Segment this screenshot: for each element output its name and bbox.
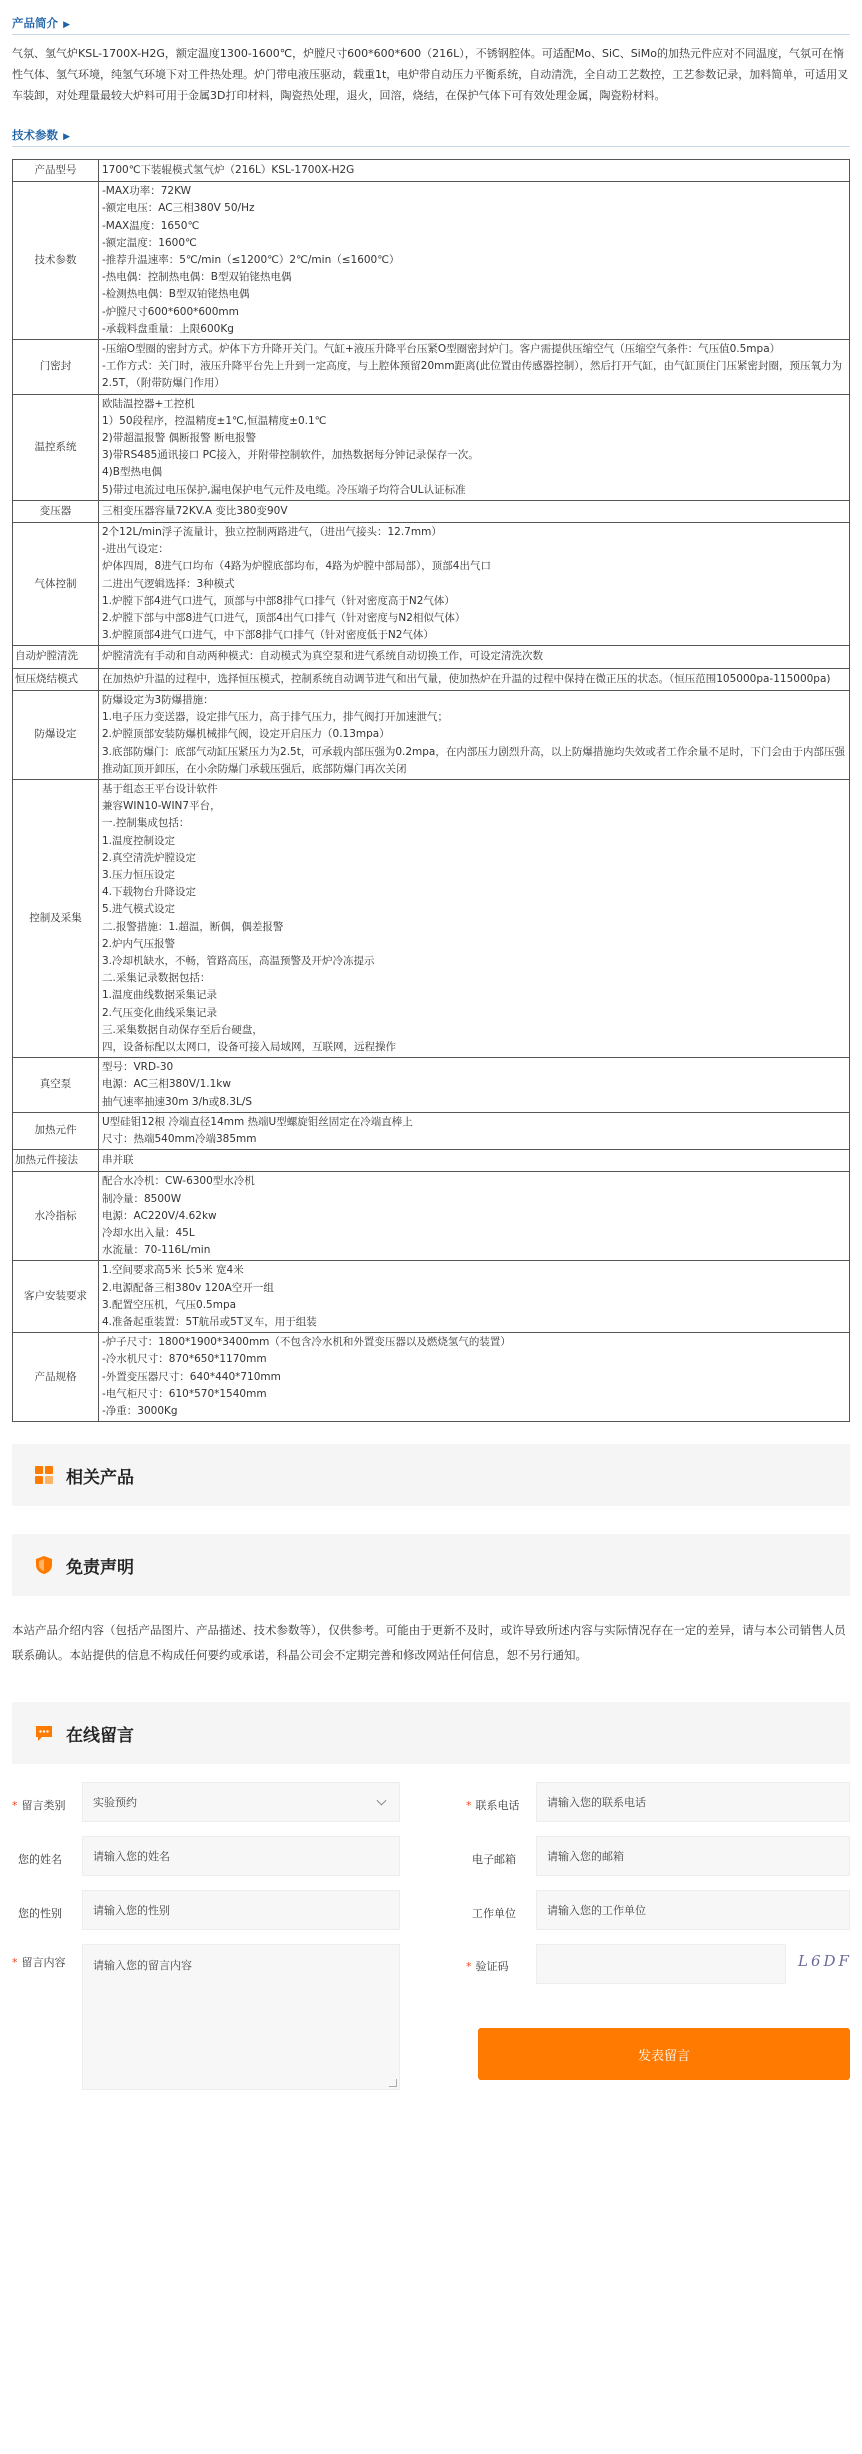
spec-value-line: 型号：VRD-30 bbox=[102, 1061, 174, 1074]
spec-value-line: 冷却水出入量：45L bbox=[102, 1226, 195, 1239]
spec-value-line: 2)带超温报警 偶断报警 断电报警 bbox=[102, 432, 256, 445]
spec-value-line: 4.准备起重装置：5T航吊或5T叉车，用于组装 bbox=[102, 1316, 317, 1328]
spec-value-line: 四，设备标配以太网口，设备可接入局域网，互联网，远程操作 bbox=[102, 1040, 396, 1053]
spec-value-line: 1.炉膛下部4进气口进气，顶部与中部8排气口排气（针对密度高于N2气体） bbox=[102, 594, 455, 607]
spec-value-line: 串并联 bbox=[102, 1154, 134, 1167]
spec-value-line: 2.电源配备三相380v 120A空开一组 bbox=[102, 1281, 274, 1294]
captcha-input[interactable] bbox=[536, 1944, 786, 1984]
phone-label: * 联系电话 bbox=[466, 1799, 520, 1813]
spec-value-line: 1700℃下装辊模式氢气炉（216L）KSL-1700X-H2G bbox=[102, 164, 355, 176]
disclaimer-title: 免责声明 bbox=[66, 1557, 134, 1578]
spec-value-line: U型硅钼12根 冷端直径14mm 热端U型螺旋钼丝固定在冷端直棒上 bbox=[102, 1115, 413, 1128]
spec-row bbox=[13, 1058, 850, 1113]
phone-input[interactable]: 请输入您的联系电话 bbox=[536, 1782, 850, 1822]
spec-key: 产品型号 bbox=[13, 160, 99, 182]
spec-row bbox=[13, 182, 850, 340]
spec-row bbox=[13, 394, 850, 500]
spec-value-line: 3.配置空压机，气压0.5mpa bbox=[102, 1298, 237, 1311]
spec-section bbox=[0, 124, 862, 1422]
gender-label: 您的性别 bbox=[18, 1907, 62, 1921]
spec-value-line: -冷水机尺寸：870*650*1170mm bbox=[102, 1353, 267, 1366]
spec-value-line: 2个12L/min浮子流量计，独立控制两路进气，（进出气接头：12.7mm） bbox=[102, 526, 442, 539]
spec-value-line: 3.炉膛顶部4进气口进气，中下部8排气口排气（针对密度低于N2气体） bbox=[102, 629, 434, 642]
spec-value bbox=[99, 340, 850, 395]
spec-value-line: 3.底部防爆门：底部气动缸压紧压力为2.5t，可承载内部压强为0.2mpa，在内部压力剧烈升高，以上防爆措施均失效或者工作余量不足时，下门会由于内部压强推动缸顶开卸压，在小余防爆门承载压强后，底部防爆门再次关闭 bbox=[102, 745, 845, 775]
spec-key: 防爆设定 bbox=[13, 690, 99, 779]
spec-value-line: 三相变压器容量72KV.A 变比380变90V bbox=[102, 504, 288, 517]
spec-value-line: -炉子尺寸：1800*1900*3400mm（不包含冷水机和外置变压器以及燃烧氢气的装置） bbox=[102, 1336, 511, 1349]
email-label: 电子邮箱 bbox=[472, 1853, 516, 1867]
spec-row bbox=[13, 523, 850, 646]
spec-value-line: 2.炉内气压报警 bbox=[102, 937, 176, 950]
spec-value-line: -MAX温度：1650℃ bbox=[102, 219, 200, 232]
play-arrow-icon: ▶ bbox=[60, 132, 71, 142]
spec-key: 真空泵 bbox=[13, 1058, 99, 1113]
spec-value-line: 1.电子压力变送器，设定排气压力，高于排气压力，排气阀打开加速泄气； bbox=[102, 711, 449, 724]
spec-key: 客户安装要求 bbox=[13, 1261, 99, 1333]
spec-row bbox=[13, 690, 850, 779]
gender-input[interactable]: 请输入您的性别 bbox=[82, 1890, 400, 1930]
spec-row bbox=[13, 646, 850, 668]
spec-value-line: 2.炉膛下部与中部8进气口进气，顶部4出气口排气（针对密度与N2相似气体） bbox=[102, 612, 466, 625]
resize-handle-icon[interactable] bbox=[389, 2079, 397, 2087]
spec-title: 技术参数 bbox=[12, 128, 58, 142]
spec-value-line: -电气柜尺寸：610*570*1540mm bbox=[102, 1387, 267, 1400]
spec-value-line: 4.下载物台升降设定 bbox=[102, 886, 197, 899]
type-label: * 留言类别 bbox=[12, 1799, 66, 1813]
spec-value-line: 5)带过电流过电压保护,漏电保护电气元件及电缆。冷压端子均符合UL认证标准 bbox=[102, 483, 466, 496]
spec-value-line: 4)B型热电偶 bbox=[102, 466, 162, 479]
chevron-down-icon bbox=[377, 1796, 387, 1806]
spec-key: 产品规格 bbox=[13, 1333, 99, 1422]
spec-key: 门密封 bbox=[13, 340, 99, 395]
intro-heading bbox=[0, 12, 862, 34]
spec-row bbox=[13, 779, 850, 1057]
spec-value-line: -额定电压：AC三相380V 50/Hz bbox=[102, 202, 255, 215]
spec-row bbox=[13, 1261, 850, 1333]
spec-value-line: 电源：AC220V/4.62kw bbox=[102, 1209, 217, 1222]
disclaimer-text: 本站产品介绍内容（包括产品图片、产品描述、技术参数等），仅供参考。可能由于更新不及时，或许导致所述内容与实际情况存在一定的差异，请与本公司销售人员联系确认。本站提供的信息不构成任何要约或承诺，科晶公司会不定期完善和修改网站任何信息，恕不另行通知。 bbox=[12, 1623, 846, 1663]
content-textarea[interactable] bbox=[82, 1944, 400, 2090]
content-label: * 留言内容 bbox=[12, 1956, 66, 1970]
message-form-title: 在线留言 bbox=[66, 1725, 134, 1746]
spec-value-line: 在加热炉升温的过程中，选择恒压模式，控制系统自动调节进气和出气量，使加热炉在升温的过程中保持在微正压的状态。（恒压范围105000pa-115000pa) bbox=[102, 672, 831, 685]
intro-title: 产品简介 bbox=[12, 16, 58, 30]
name-label: 您的姓名 bbox=[18, 1853, 62, 1867]
chat-icon bbox=[34, 1723, 54, 1743]
spec-value bbox=[99, 646, 850, 668]
spec-value-line: 尺寸：热端540mm冷端385mm bbox=[102, 1132, 257, 1145]
spec-value-line: -检测热电偶：B型双铂铑热电偶 bbox=[102, 288, 250, 301]
spec-value-line: -炉膛尺寸600*600*600mm bbox=[102, 305, 239, 318]
spec-value-line: 2.真空清洗炉膛设定 bbox=[102, 851, 197, 864]
spec-value-line: -进出气设定： bbox=[102, 543, 169, 556]
spec-value-line: 二进出气逻辑选择：3种模式 bbox=[102, 577, 235, 590]
spec-value bbox=[99, 1172, 850, 1261]
type-select-value: 实验预约 bbox=[93, 1796, 137, 1810]
spec-value-line: 防爆设定为3防爆措施： bbox=[102, 693, 214, 706]
spec-row bbox=[13, 668, 850, 690]
spec-value-line: 基于组态王平台设计软件 bbox=[102, 782, 218, 795]
spec-value-line: 三.采集数据自动保存至后台硬盘， bbox=[102, 1023, 263, 1036]
spec-value-line: 3.压力恒压设定 bbox=[102, 868, 176, 881]
company-label: 工作单位 bbox=[472, 1907, 516, 1921]
spec-value-line: 2.气压变化曲线采集记录 bbox=[102, 1006, 218, 1019]
disclaimer-panel bbox=[12, 1534, 850, 1596]
spec-key: 自动炉膛清洗 bbox=[13, 646, 99, 668]
name-input[interactable]: 请输入您的姓名 bbox=[82, 1836, 400, 1876]
spec-row bbox=[13, 1112, 850, 1149]
spec-key: 气体控制 bbox=[13, 523, 99, 646]
divider bbox=[12, 146, 850, 147]
spec-row bbox=[13, 340, 850, 395]
spec-key: 温控系统 bbox=[13, 394, 99, 500]
type-label-text: 留言类别 bbox=[21, 1799, 66, 1813]
shield-icon bbox=[34, 1555, 54, 1575]
spec-value-line: 3.冷却机缺水，不畅，管路高压，高温预警及开炉冷冻提示 bbox=[102, 954, 375, 967]
spec-value-line: -推荐升温速率：5℃/min（≤1200℃）2℃/min（≤1600℃） bbox=[102, 254, 400, 267]
phone-label-text: 联系电话 bbox=[475, 1799, 520, 1813]
spec-value bbox=[99, 160, 850, 182]
spec-value bbox=[99, 1333, 850, 1422]
related-products-panel bbox=[12, 1444, 850, 1506]
spec-row bbox=[13, 1333, 850, 1422]
spec-value bbox=[99, 182, 850, 340]
spec-key: 加热元件接法 bbox=[13, 1150, 99, 1172]
intro-section bbox=[0, 0, 862, 124]
spec-value-line: 一.控制集成包括： bbox=[102, 817, 190, 830]
spec-key: 变压器 bbox=[13, 500, 99, 522]
spec-value-line: 1.空间要求高5米 长5米 宽4米 bbox=[102, 1264, 244, 1277]
spec-heading bbox=[0, 124, 862, 146]
spec-row bbox=[13, 160, 850, 182]
spec-value-line: 1.温度曲线数据采集记录 bbox=[102, 989, 218, 1002]
spec-value-line: -净重：3000Kg bbox=[102, 1405, 178, 1418]
spec-value-line: 炉膛清洗有手动和自动两种模式：自动模式为真空泵和进气系统自动切换工作，可设定清洗次数 bbox=[102, 650, 543, 663]
spec-row bbox=[13, 1150, 850, 1172]
captcha-image[interactable]: L6DF bbox=[798, 1952, 852, 1971]
spec-key: 加热元件 bbox=[13, 1112, 99, 1149]
play-arrow-icon: ▶ bbox=[60, 20, 71, 30]
spec-key: 技术参数 bbox=[13, 182, 99, 340]
spec-value bbox=[99, 1261, 850, 1333]
grid-icon bbox=[34, 1465, 54, 1485]
type-select[interactable] bbox=[82, 1782, 400, 1822]
spec-value-line: 1）50段程序，控温精度±1℃,恒温精度±0.1℃ bbox=[102, 414, 327, 427]
spec-value-line: 配合水冷机：CW-6300型水冷机 bbox=[102, 1175, 255, 1188]
spec-value-line: 5.进气模式设定 bbox=[102, 903, 176, 916]
spec-key: 恒压烧结模式 bbox=[13, 668, 99, 690]
spec-value-line: -热电偶：控制热电偶：B型双铂铑热电偶 bbox=[102, 271, 292, 284]
captcha-label-text: 验证码 bbox=[475, 1960, 509, 1974]
spec-value bbox=[99, 690, 850, 779]
spec-value-line: 抽气速率抽速30m 3/h或8.3L/S bbox=[102, 1095, 253, 1108]
spec-value-line: 欧陆温控器+工控机 bbox=[102, 397, 195, 410]
spec-value-line: 炉体四周，8进气口均布（4路为炉膛底部均布，4路为炉膛中部局部），顶部4出气口 bbox=[102, 560, 491, 573]
spec-key: 控制及采集 bbox=[13, 779, 99, 1057]
spec-value-line: 二.采集记录数据包括： bbox=[102, 972, 211, 985]
spec-value-line: 电源：AC三相380V/1.1kw bbox=[102, 1078, 231, 1091]
message-form bbox=[0, 1702, 862, 2122]
spec-value bbox=[99, 668, 850, 690]
content-label-text: 留言内容 bbox=[21, 1956, 66, 1970]
message-form-panel bbox=[12, 1702, 850, 1764]
intro-text: 气氛、氢气炉KSL-1700X-H2G，额定温度1300-1600℃，炉膛尺寸600*600*600（216L），不锈钢腔体。可适配Mo、SiC、SiMo的加热元件应对不同温度，气氛可在惰性气体、氢气环境，纯氢气环境下对工件热处理。炉门带电液压驱动，载重1t，电炉带自动压力平衡系统，自动清洗，全自动工艺数控，工艺参数记录，加料简单，可适用叉车装卸，对处理量最较大炉料可用于金属3D打印材料，陶瓷热处理，退火，回溶，烧结，在保护气体下可有效处理金属，陶瓷粉材料。 bbox=[12, 47, 849, 102]
spec-table bbox=[12, 159, 850, 1422]
spec-value-line: 二.报警措施：1.超温，断偶，偶差报警 bbox=[102, 920, 284, 933]
spec-value bbox=[99, 779, 850, 1057]
spec-value-line: 1.温度控制设定 bbox=[102, 834, 176, 847]
company-input[interactable]: 请输入您的工作单位 bbox=[536, 1890, 850, 1930]
related-products-title: 相关产品 bbox=[66, 1467, 134, 1488]
spec-key: 水冷指标 bbox=[13, 1172, 99, 1261]
spec-value-line: -MAX功率：72KW bbox=[102, 185, 191, 198]
spec-row bbox=[13, 500, 850, 522]
spec-value-line: 制冷量：8500W bbox=[102, 1192, 182, 1205]
captcha-label: * 验证码 bbox=[466, 1960, 509, 1974]
spec-value bbox=[99, 523, 850, 646]
spec-value-line: 兼容WIN10-WIN7平台， bbox=[102, 800, 221, 813]
spec-row bbox=[13, 1172, 850, 1261]
spec-value-line: -压缩O型圈的密封方式。炉体下方升降开关门。气缸+液压升降平台压紧O型圈密封炉门。客户需提供压缩空气（压缩空气条件：气压值0.5mpa） bbox=[102, 343, 781, 356]
submit-button[interactable]: 发表留言 bbox=[478, 2028, 850, 2080]
spec-value-line: 2.炉膛顶部安装防爆机械排气阀，设定开启压力（0.13mpa） bbox=[102, 728, 390, 741]
spec-value-line: -工作方式：关门时，液压升降平台先上升到一定高度，与上腔体预留20mm距离(此位置由传感器控制），然后打开气缸，由气缸顶住门压紧密封圈，预压氧力为2.5T，（附带防爆门作用） bbox=[102, 360, 842, 390]
spec-value-line: 水流量：70-116L/min bbox=[102, 1244, 211, 1257]
spec-value-line: 3)带RS485通讯接口 PC接入，并附带控制软件，加热数据每分钟记录保存一次。 bbox=[102, 449, 479, 462]
content-placeholder: 请输入您的留言内容 bbox=[93, 1959, 192, 1973]
spec-value bbox=[99, 1112, 850, 1149]
spec-value-line: -外置变压器尺寸：640*440*710mm bbox=[102, 1370, 281, 1383]
spec-value bbox=[99, 500, 850, 522]
spec-value bbox=[99, 1058, 850, 1113]
spec-value-line: -承载料盘重量：上限600Kg bbox=[102, 322, 234, 335]
spec-value bbox=[99, 394, 850, 500]
spec-value-line: -额定温度：1600℃ bbox=[102, 236, 197, 249]
email-input[interactable]: 请输入您的邮箱 bbox=[536, 1836, 850, 1876]
spec-value bbox=[99, 1150, 850, 1172]
